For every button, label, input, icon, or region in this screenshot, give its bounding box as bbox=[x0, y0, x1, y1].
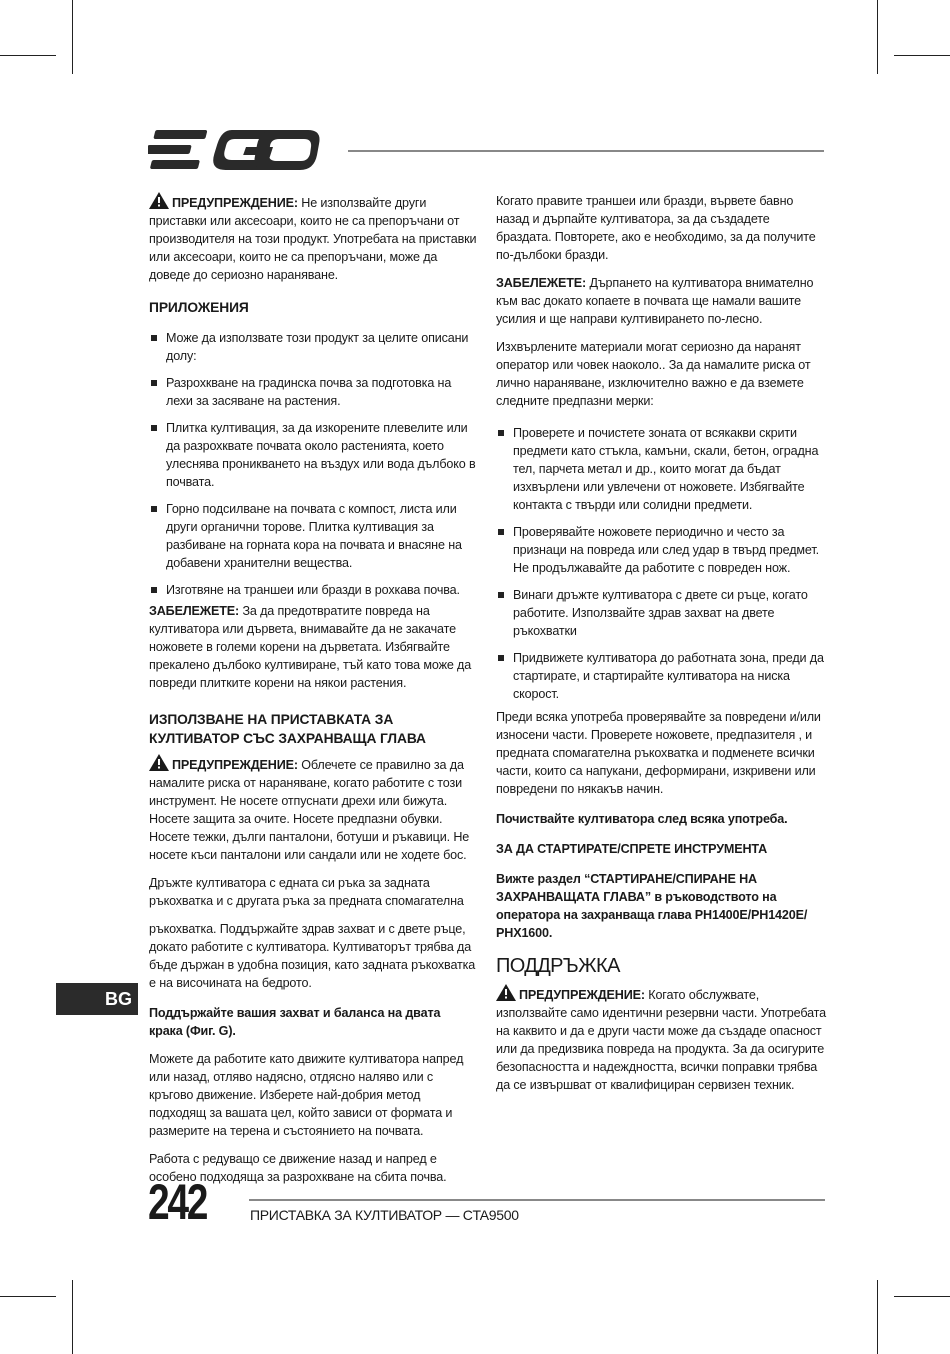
ego-logo bbox=[148, 128, 332, 172]
warning-icon bbox=[149, 754, 169, 771]
precautions-list bbox=[496, 424, 826, 703]
warning-text: Когато обслужвате, използвайте само идентични резервни части. Употребата на каквито и да е други части може да създаде опасност или да предизвика повреда на продукта. За да осигурите безопасността и надеждността, всички поправки трябва да се извършват от квалифициран сервизен техник. bbox=[496, 988, 827, 1092]
before-use-paragraph: Преди всяка употреба проверявайте за повредени и/или износени части. Проверете ножовете, предпазителя , и предната спомагателна ръкохватка и подменете всички части, които са напукани, деформирани, изкривени или повредени по някакъв начин. bbox=[496, 710, 821, 796]
note-text: За да предотвратите повреда на култиватора или дървета, внимавайте да не закачате ножовете в големи корени на дърветата. Избягвайте прекалено дълбоко култивиране, тъй като това може да повреди плитките корени на някои растения. bbox=[149, 604, 472, 690]
note-label: ЗАБЕЛЕЖЕТЕ: bbox=[149, 604, 240, 618]
list-item: Винаги дръжте култиватора с двете си ръце, когато работите. Използвайте здрав захват на двете ръкохватки bbox=[496, 586, 826, 640]
start-heading bbox=[496, 840, 826, 858]
list-item: Изготвяне на траншеи или бразди в рохкава почва. bbox=[149, 581, 477, 599]
start-heading-text: ЗА ДА СТАРТИРАТЕ/СПРЕТЕ ИНСТРУМЕНТА bbox=[496, 842, 768, 856]
crop-mark bbox=[877, 0, 878, 74]
crop-mark bbox=[0, 55, 56, 56]
warning-text: Не използвайте други приставки или аксесоари, които не са препоръчани от производителя на този продукт. Употребата на приставки или аксесоари, които не са препоръчани, може да доведе до сериозно нараняване. bbox=[149, 196, 477, 282]
language-tab: BG bbox=[56, 983, 138, 1015]
warning-label: ПРЕДУПРЕЖДЕНИЕ: bbox=[172, 196, 298, 210]
move-paragraph: Можете да работите като движите култиватора напред или назад, отляво надясно, отдясно наляво или с кръгово движение. Изберете най-добрия метод подходящ за вашата цел, който зависи от формата и размерите на терена и състоянието на почвата. bbox=[149, 1052, 464, 1138]
grip-heading-text: Поддържайте вашия захват и баланса на двата крака (Фиг. G). bbox=[149, 1006, 441, 1038]
see-section-paragraph bbox=[496, 870, 826, 942]
usage-heading: ИЗПОЛЗВАНЕ НА ПРИСТАВКАТА ЗА КУЛТИВАТОР СЪС ЗАХРАНВАЩА ГЛАВА bbox=[149, 712, 426, 746]
list-item: Горно подсилване на почвата с компост, листа или други органични торове. Плитка култивация за разбиване на горната кора на почвата и внасяне на добавени хранителни вещества. bbox=[149, 500, 477, 572]
list-item: Плитка култивация, за да изкорените плевелите или да разрохквате почвата около растенията, което улеснява проникването на въздух или вода дълбоко в почвата. bbox=[149, 419, 477, 491]
warning-paragraph bbox=[149, 192, 477, 284]
warning-text: Облечете се правилно за да намалите риска от нараняване, когато работите с този инструмент. Не носете отпуснати дрехи или бижута. Носете защита за очите. Носете предпазни обувки. Носете тежки, дълги панталони, ботуши и ръкавици. Не носете къси панталони или сандали или не ходете бос. bbox=[149, 758, 470, 862]
maintenance-heading: ПОДДРЪЖКА bbox=[496, 955, 620, 977]
list-item: Разрохкване на градинска почва за подготовка на лехи за засяване на растения. bbox=[149, 374, 477, 410]
hold-paragraph-2: ръкохватка. Поддържайте здрав захват и с двете ръце, докато работите с култиватора. Култиваторът трябва да бъде държан в удобна позиция, като задната ръкохватка е на височината на бедрото. bbox=[149, 922, 476, 990]
list-item: Проверете и почистете зоната от всякакви скрити предмети като стъкла, камъни, скали, бетон, оградна тел, парчета метал и др., които могат да бъдат изхвърлени или увлечени от ножовете. Избягвайте контакта с твърди или солидни предмети. bbox=[496, 424, 826, 514]
back-forth-paragraph: Работа с редуващо се движение назад и напред е особено подходяща за разрохкване на сбита почва. bbox=[149, 1152, 447, 1184]
page-number: 242 bbox=[148, 1174, 207, 1230]
clean-paragraph bbox=[496, 810, 826, 828]
list-item: Проверявайте ножовете периодично и често за признаци на повреда или след удар в твърд предмет. Не продължавайте да работите с повреден нож. bbox=[496, 523, 826, 577]
grip-heading bbox=[149, 1004, 477, 1040]
footer-title: ПРИСТАВКА ЗА КУЛТИВАТОР — CTA9500 bbox=[250, 1207, 519, 1223]
note-paragraph bbox=[496, 274, 826, 328]
warning-icon bbox=[149, 192, 169, 209]
warning-paragraph bbox=[149, 754, 477, 864]
crop-mark bbox=[877, 1280, 878, 1354]
clean-text: Почиствайте култиватора след всяка употреба. bbox=[496, 812, 788, 826]
thrown-paragraph: Изхвърлените материали могат сериозно да наранят оператор или човек наоколо.. За да намалите риска от лично нараняване, изключително важно е да вземете следните предпазни мерки: bbox=[496, 340, 811, 408]
crop-mark bbox=[72, 1280, 73, 1354]
warning-label: ПРЕДУПРЕЖДЕНИЕ: bbox=[172, 758, 298, 772]
header-rule bbox=[348, 150, 824, 152]
crop-mark bbox=[894, 55, 950, 56]
applications-heading: ПРИЛОЖЕНИЯ bbox=[149, 300, 249, 315]
see-section-text: Вижте раздел “СТАРТИРАНЕ/СПИРАНЕ НА ЗАХРАНВАЩАТА ГЛАВА” в ръководството на оператора на захранваща глава PH1400E/PH1420E/ PHX1600. bbox=[496, 872, 808, 940]
trench-paragraph: Когато правите траншеи или бразди, вървете бавно назад и дърпайте култиватора, за да създадете браздата. Повторете, ако е необходимо, за да получите по-дълбоки бразди. bbox=[496, 194, 816, 262]
list-item: Придвижете култиватора до работната зона, преди да стартирате, и стартирайте култиватора на ниска скорост. bbox=[496, 649, 826, 703]
note-text: Дърпането на култиватора внимателно към вас докато копаете в почвата ще намали вашите усилия и ще направи култивирането по-лесно. bbox=[496, 276, 814, 326]
warning-label: ПРЕДУПРЕЖДЕНИЕ: bbox=[519, 988, 645, 1002]
warning-icon bbox=[496, 984, 516, 1001]
hold-paragraph-1: Дръжте култиватора с едната си ръка за задната ръкохватка и с другата ръка за предната спомагателна bbox=[149, 876, 464, 908]
left-column bbox=[149, 192, 477, 1196]
right-column bbox=[496, 192, 826, 1104]
note-paragraph bbox=[149, 602, 477, 692]
footer-rule bbox=[249, 1199, 825, 1201]
applications-list bbox=[149, 329, 477, 599]
crop-mark bbox=[894, 1296, 950, 1297]
list-item: Може да използвате този продукт за целите описани долу: bbox=[149, 329, 477, 365]
warning-paragraph bbox=[496, 984, 826, 1094]
note-label: ЗАБЕЛЕЖЕТЕ: bbox=[496, 276, 587, 290]
crop-mark bbox=[72, 0, 73, 74]
crop-mark bbox=[0, 1296, 56, 1297]
